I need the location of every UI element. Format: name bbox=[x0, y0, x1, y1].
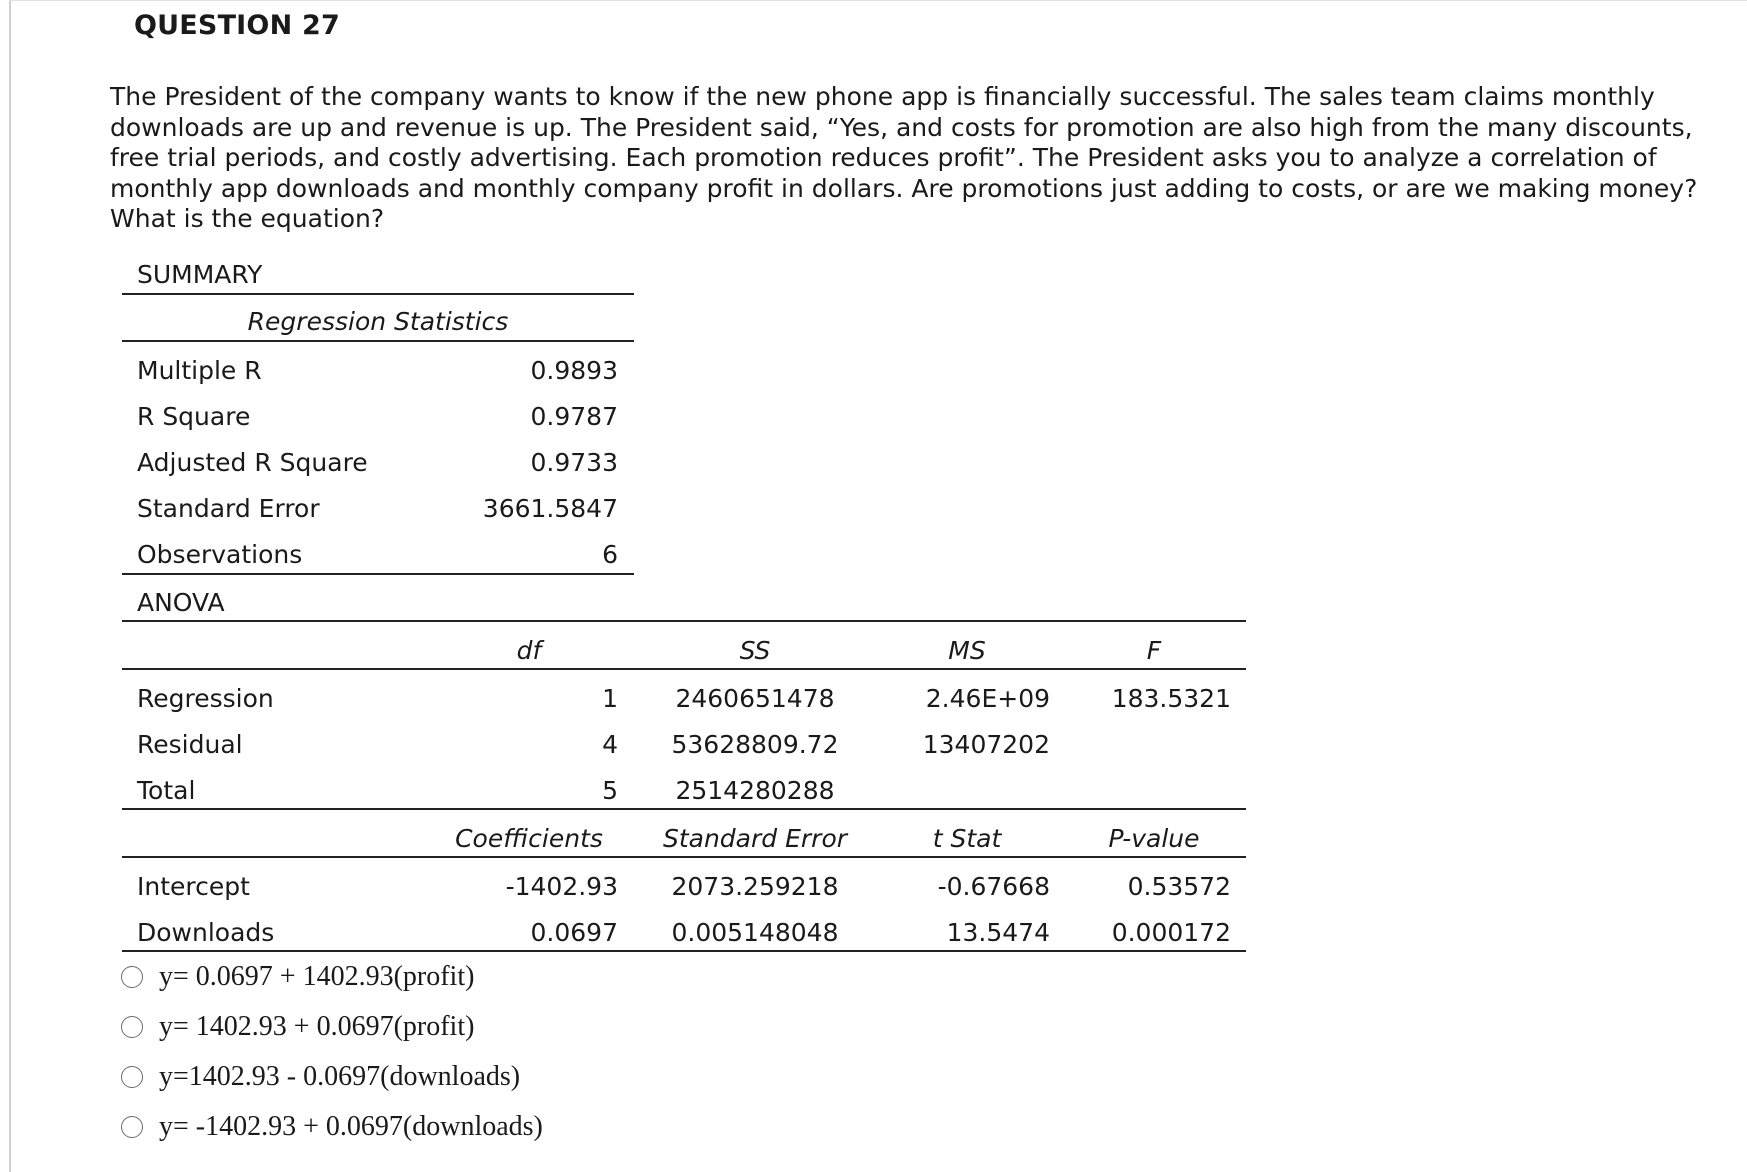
stat-value: 0.9893 bbox=[530, 356, 618, 385]
anova-cell-f: 183.5321 bbox=[1111, 684, 1231, 713]
page-border-top bbox=[9, 0, 1747, 1]
anova-top-rule bbox=[122, 620, 1246, 622]
anova-row-label: Residual bbox=[137, 730, 243, 759]
coef-cell-coefficient: 0.0697 bbox=[530, 918, 618, 947]
anova-row-label: Regression bbox=[137, 684, 274, 713]
coef-header-coefficients: Coefficients bbox=[455, 824, 603, 853]
anova-header-df: df bbox=[516, 636, 542, 665]
coef-bottom-rule bbox=[122, 950, 1246, 952]
coef-cell-p-value: 0.000172 bbox=[1111, 918, 1231, 947]
answer-option[interactable] bbox=[121, 1107, 543, 1147]
coef-header-rule bbox=[122, 856, 1246, 858]
radio-button[interactable] bbox=[121, 966, 143, 988]
answer-option[interactable] bbox=[121, 1057, 520, 1097]
question-title: QUESTION 27 bbox=[134, 10, 340, 41]
regression-header-rule bbox=[122, 340, 634, 342]
coef-cell-p-value: 0.53572 bbox=[1127, 872, 1231, 901]
answer-option-label: y=1402.93 - 0.0697(downloads) bbox=[159, 1061, 521, 1092]
coef-header-t-stat: t Stat bbox=[932, 824, 1002, 853]
anova-cell-ms: 13407202 bbox=[922, 730, 1050, 759]
answer-option[interactable] bbox=[121, 1007, 474, 1047]
coef-row-label: Intercept bbox=[137, 872, 250, 901]
anova-cell-ss: 2460651478 bbox=[675, 684, 835, 713]
answer-option-label: y= 1402.93 + 0.0697(profit) bbox=[159, 1011, 475, 1042]
coef-header-p-value: P-value bbox=[1108, 824, 1200, 853]
coef-cell-coefficient: -1402.93 bbox=[505, 872, 618, 901]
anova-cell-ss: 53628809.72 bbox=[671, 730, 839, 759]
summary-bottom-rule bbox=[122, 573, 634, 575]
coef-cell-standard-error: 0.005148048 bbox=[671, 918, 839, 947]
anova-header-rule bbox=[122, 668, 1246, 670]
regression-statistics-header: Regression Statistics bbox=[247, 307, 509, 336]
anova-cell-df: 1 bbox=[602, 684, 618, 713]
coef-cell-t-stat: -0.67668 bbox=[937, 872, 1050, 901]
answer-option-label: y= 0.0697 + 1402.93(profit) bbox=[159, 961, 475, 992]
anova-header-ss: SS bbox=[739, 636, 771, 665]
stat-value: 0.9733 bbox=[530, 448, 618, 477]
coef-row-label: Downloads bbox=[137, 918, 275, 947]
coef-header-standard-error: Standard Error bbox=[662, 824, 848, 853]
anova-bottom-rule bbox=[122, 808, 1246, 810]
stat-value: 3661.5847 bbox=[482, 494, 618, 523]
coef-cell-standard-error: 2073.259218 bbox=[671, 872, 839, 901]
radio-button[interactable] bbox=[121, 1066, 143, 1088]
answer-option[interactable] bbox=[121, 957, 474, 997]
stat-label: Observations bbox=[137, 540, 303, 569]
coef-cell-t-stat: 13.5474 bbox=[946, 918, 1050, 947]
anova-cell-df: 5 bbox=[602, 776, 618, 805]
anova-cell-df: 4 bbox=[602, 730, 618, 759]
stat-label: R Square bbox=[137, 402, 251, 431]
anova-cell-ms: 2.46E+09 bbox=[925, 684, 1050, 713]
anova-row-label: Total bbox=[137, 776, 196, 805]
stat-label: Standard Error bbox=[137, 494, 320, 523]
radio-button[interactable] bbox=[121, 1016, 143, 1038]
summary-label: SUMMARY bbox=[137, 260, 263, 289]
anova-label: ANOVA bbox=[137, 588, 225, 617]
question-text: The President of the company wants to know if the new phone app is financially successful. The sales team claims monthly downloads are up and revenue is up. The President said, “Yes, and costs for promotion are also high from the many discounts, free trial periods, and costly advertising. Each promotion reduces profit”. The President asks you to analyze a correlation of monthly app downloads and monthly company profit in dollars. Are promotions just adding to costs, or are we making money? What is the equation? bbox=[110, 82, 1698, 233]
page-border-left bbox=[9, 0, 11, 1172]
summary-top-rule bbox=[122, 293, 634, 295]
anova-cell-ss: 2514280288 bbox=[675, 776, 835, 805]
stat-label: Multiple R bbox=[137, 356, 262, 385]
radio-button[interactable] bbox=[121, 1116, 143, 1138]
answer-option-label: y= -1402.93 + 0.0697(downloads) bbox=[159, 1111, 543, 1142]
anova-header-f: F bbox=[1146, 636, 1162, 665]
anova-header-ms: MS bbox=[948, 636, 986, 665]
stat-value: 0.9787 bbox=[530, 402, 618, 431]
stat-label: Adjusted R Square bbox=[137, 448, 368, 477]
stat-value: 6 bbox=[602, 540, 618, 569]
